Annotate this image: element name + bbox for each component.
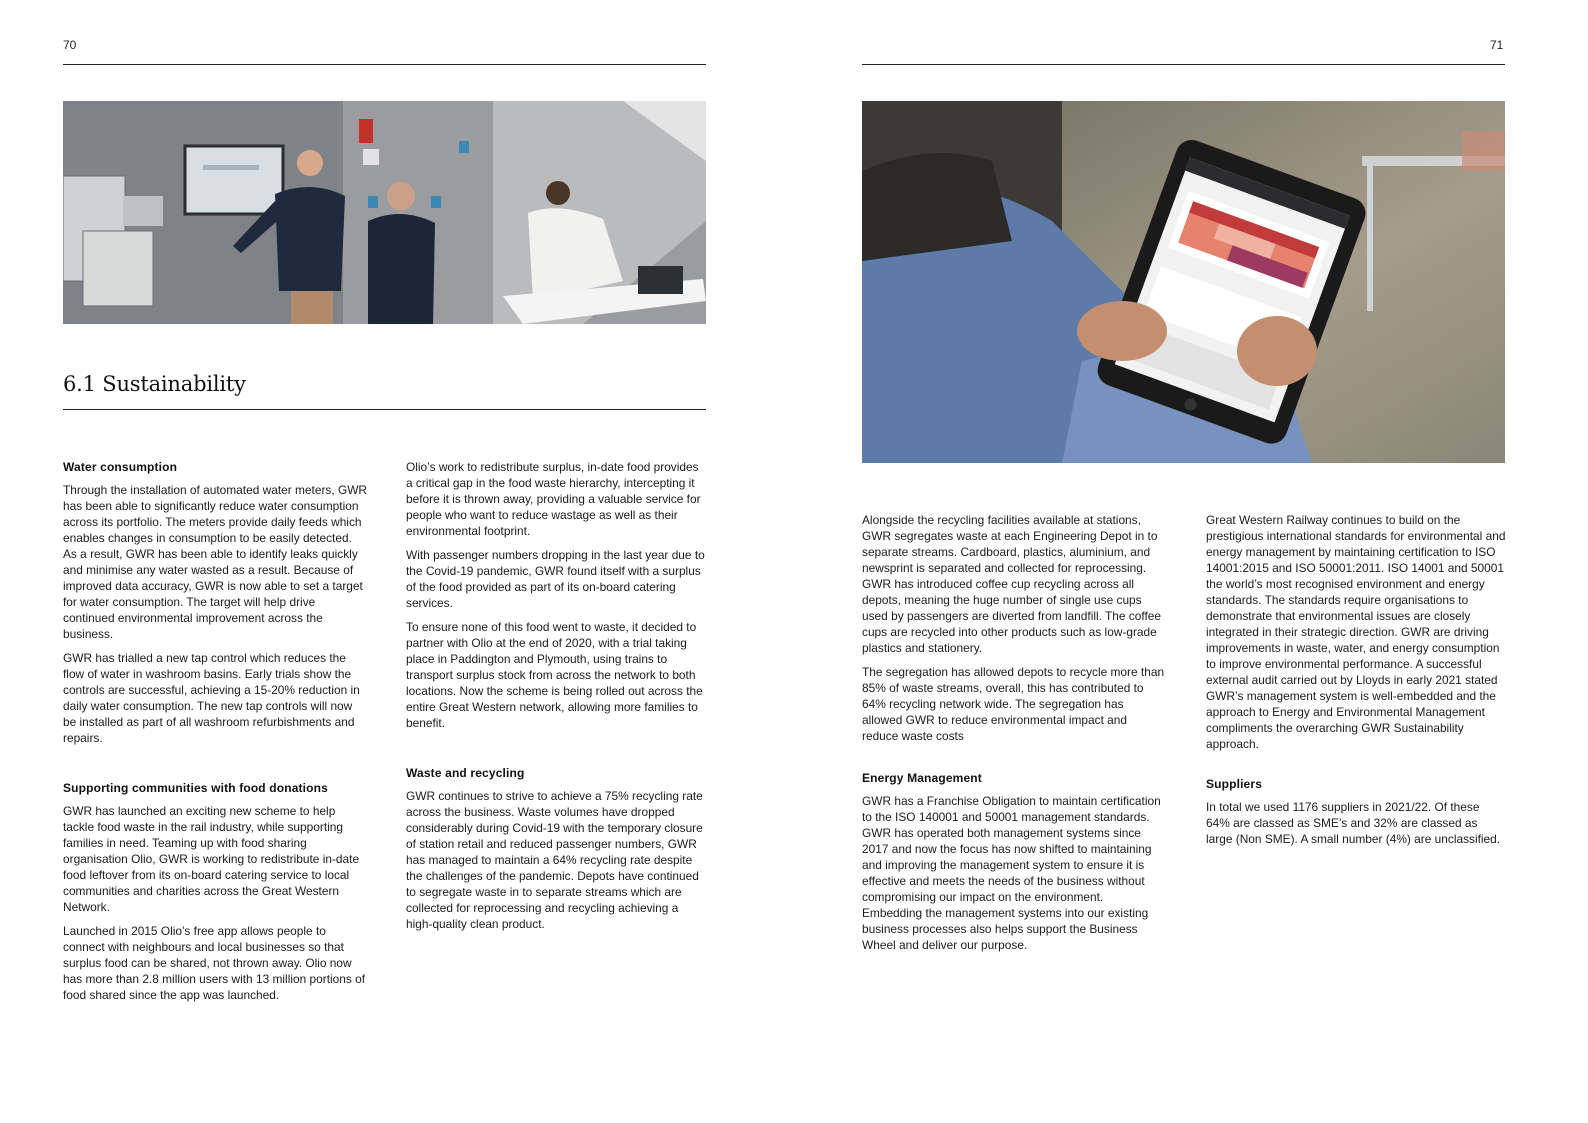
olio-paragraph-1: Olio’s work to redistribute surplus, in-date food provides a critical gap in the food waste hierarchy, intercepting it before it is thrown away, providing a valuable service for people who want to reduce wastage as well as their environmental footprint. <box>406 460 701 538</box>
suppliers-heading: Suppliers <box>1206 777 1263 791</box>
food-donations-heading: Supporting communities with food donations <box>63 781 328 795</box>
waste-recycling-heading: Waste and recycling <box>406 766 525 780</box>
left-column-1 <box>63 459 367 1011</box>
energy-management-heading: Energy Management <box>862 771 982 785</box>
water-consumption-heading: Water consumption <box>63 460 178 474</box>
water-paragraph-2: GWR has trialled a new tap control which reduces the flow of water in washroom basins. Early trials show the controls are successful, achieving a 15-20% reduction in daily water consumption. The new tap controls will now be installed as part of all washroom refurbishments and repairs. <box>63 651 360 745</box>
header-rule-right <box>862 64 1505 65</box>
header-rule-left <box>63 64 706 65</box>
water-paragraph-1: Through the installation of automated water meters, GWR has been able to significantly reduce water consumption across its portfolio. The meters provide daily feeds which enables changes in consumption to be easily detected. As a result, GWR has been able to identify leaks quickly and minimise any water wasted as a result. Because of improved data accuracy, GWR is now able to set a target for water consumption. The target will help drive continued environmental improvement across the business. <box>63 483 368 641</box>
page-number-left: 70 <box>63 38 77 52</box>
food-paragraph-1: GWR has launched an exciting new scheme to help tackle food waste in the rail industry, while supporting families in need. Teaming up with food sharing organisation Olio, GWR is working to redistribute in-date food leftover from its on-board catering service to local communities and charities across the Great Western Network. <box>63 804 360 914</box>
suppliers-paragraph-1: In total we used 1176 suppliers in 2021/22. Of these 64% are classed as SME’s and 32% are classed as large (Non SME). A small number (4%) are unclassified. <box>1206 800 1501 846</box>
section-title: 6.1 Sustainability <box>63 372 246 396</box>
tablet-dashboard-photo <box>862 101 1505 463</box>
right-column-2 <box>1206 512 1506 855</box>
office-team-photo <box>63 101 706 324</box>
left-column-2 <box>406 459 706 940</box>
recycling-paragraph-2: The segregation has allowed depots to recycle more than 85% of waste streams, overall, this has contributed to 64% recycling network wide. The segregation has allowed GWR to reduce environmental impact and reduce waste costs <box>862 665 1165 743</box>
page-number-right: 71 <box>1490 38 1504 52</box>
iso-paragraph-1: Great Western Railway continues to build on the prestigious international standards for environmental and energy management by maintaining certification to ISO 14001:2015 and ISO 50001:2011. ISO 14001 and 50001 the world’s most recognised environment and energy standards. The standards require organisations to demonstrate that environmental issues are closely integrated in their strategic direction. GWR are driving improvements in waste, water, and energy consumption to improve environmental performance. A successful external audit carried out by Lloyds in early 2021 stated GWR’s management system is well-embedded and the approach to Energy and Environmental Management compliments the overarching GWR Sustainability approach. <box>1206 513 1506 751</box>
recycling-paragraph-1: Alongside the recycling facilities available at stations, GWR segregates waste at each Engineering Depot in to separate streams. Cardboard, plastics, aluminium, and newsprint is separated and collected for reprocessing. GWR has introduced coffee cup recycling across all depots, meaning the huge number of single use cups used by passengers are diverted from landfill. The coffee cups are recycled into other products such as low-grade plastics and stationery. <box>862 513 1161 655</box>
right-column-1 <box>862 512 1166 961</box>
olio-paragraph-3: To ensure none of this food went to waste, it decided to partner with Olio at the end of 2020, with a trial taking place in Paddington and Plymouth, using trains to transport surplus stock from across the network to both locations. Now the scheme is being rolled out across the entire Great Western network, allowing more families to benefit. <box>406 620 703 730</box>
olio-paragraph-2: With passenger numbers dropping in the last year due to the Covid-19 pandemic, GWR found itself with a surplus of the food provided as part of its on-board catering services. <box>406 548 705 610</box>
food-paragraph-2: Launched in 2015 Olio’s free app allows people to connect with neighbours and local businesses so that surplus food can be shared, not thrown away. Olio now has more than 2.8 million users with 13 million portions of food shared since the app was launched. <box>63 924 366 1002</box>
waste-paragraph-1: GWR continues to strive to achieve a 75% recycling rate across the business. Waste volumes have dropped considerably during Covid-19 with the temporary closure of station retail and reduced passenger numbers, GWR has managed to maintain a 64% recycling rate despite the challenges of the pandemic. Depots have continued to segregate waste in to separate streams which are collected for reprocessing and recycling achieving a high-quality clean product. <box>406 789 703 931</box>
energy-paragraph-1: GWR has a Franchise Obligation to maintain certification to the ISO 140001 and 50001 management standards. GWR has operated both management systems since 2017 and now the focus has now shifted to maintaining and improving the management system to ensure it is effective and meets the needs of the business without compromising our impact on the environment. Embedding the management systems into our existing business processes also helps support the Business Wheel and deliver our purpose. <box>862 794 1161 952</box>
section-rule <box>63 409 706 410</box>
